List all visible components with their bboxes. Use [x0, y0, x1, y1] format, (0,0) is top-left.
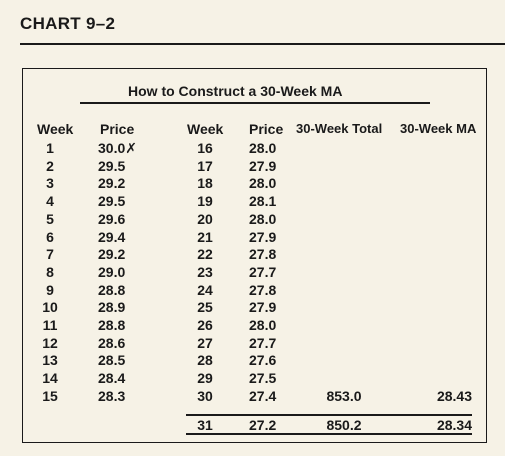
- price-cell: 29.0: [98, 263, 126, 280]
- cross-out-mark-icon: ✗: [125, 140, 137, 156]
- price-cell: [98, 139, 138, 157]
- header-week-2: Week: [187, 121, 224, 137]
- price-cell: 28.8: [98, 317, 126, 333]
- price-cell: 27.2: [249, 417, 277, 433]
- bottom-rule: [186, 433, 472, 435]
- price-cell: 28.0: [249, 175, 277, 192]
- week-cell: 8: [46, 263, 54, 280]
- week-cell: 18: [197, 175, 213, 192]
- week-cell: 7: [46, 246, 54, 263]
- week-cell: 12: [42, 334, 58, 351]
- table-title: How to Construct a 30-Week MA: [128, 83, 343, 99]
- struck-price: 30.0: [98, 140, 126, 156]
- week-cell: 29: [197, 370, 213, 387]
- price-cell: 27.6: [249, 352, 277, 369]
- price-cell: 29.2: [98, 246, 126, 263]
- header-price: Price: [100, 121, 135, 137]
- total-cell: 853.0: [326, 387, 362, 404]
- week-cell: 21: [197, 228, 213, 245]
- price-cell: 28.9: [98, 299, 126, 316]
- price-cell: 29.4: [98, 228, 126, 245]
- week-cell: 25: [197, 299, 213, 316]
- header-price-2: Price: [249, 121, 284, 137]
- week-cell: 23: [197, 263, 213, 280]
- price-cell: 27.7: [249, 334, 277, 351]
- price-cell: 28.8: [98, 281, 126, 298]
- ma-cell: 28.43: [436, 387, 472, 404]
- week-cell: 24: [197, 281, 213, 298]
- price-cell: 27.9: [249, 157, 277, 174]
- week-cell: 14: [42, 370, 58, 387]
- week-cell: 27: [197, 334, 213, 351]
- header-week: Week: [37, 121, 74, 137]
- week-cell: 16: [197, 140, 213, 156]
- price-cell: 27.5: [249, 370, 277, 387]
- price-cell: 28.3: [98, 387, 126, 404]
- price-cell: 29.6: [98, 210, 126, 227]
- price-cell: 29.5: [98, 157, 126, 174]
- week-cell: 9: [46, 281, 54, 298]
- chart-label: CHART 9–2: [20, 14, 116, 33]
- week-cell: 13: [42, 352, 58, 369]
- top-rule: [20, 43, 505, 45]
- week-cell: 26: [197, 317, 213, 333]
- ma-cell: 28.34: [436, 417, 472, 433]
- week-cell: 20: [197, 210, 213, 227]
- week-cell: 22: [197, 246, 213, 263]
- price-cell: 28.0: [249, 317, 277, 333]
- week-cell: 30: [197, 387, 213, 404]
- price-cell: 28.1: [249, 193, 277, 210]
- price-cell: 28.4: [98, 370, 126, 387]
- price-cell: 27.8: [249, 281, 277, 298]
- price-cell: 28.5: [98, 352, 126, 369]
- week-cell: 31: [197, 417, 213, 433]
- price-cell: 27.7: [249, 263, 277, 280]
- week-cell: 3: [46, 175, 54, 192]
- week-cell: 15: [42, 387, 58, 404]
- price-cell: 28.6: [98, 334, 126, 351]
- week-cell: 19: [197, 193, 213, 210]
- price-cell: 27.9: [249, 299, 277, 316]
- week-cell: 4: [46, 193, 54, 210]
- week-cell: 6: [46, 228, 54, 245]
- price-cell: 28.0: [249, 140, 277, 156]
- header-30-week-ma: 30-Week MA: [400, 121, 477, 136]
- week-cell: 11: [42, 317, 58, 333]
- week-cell: 5: [46, 210, 54, 227]
- title-rule: [80, 102, 430, 104]
- header-30-week-total: 30-Week Total: [296, 121, 383, 136]
- week-cell: 28: [197, 352, 213, 369]
- week-cell: 2: [46, 157, 54, 174]
- price-cell: 27.4: [249, 387, 277, 404]
- week-cell: 17: [197, 157, 213, 174]
- price-cell: 27.8: [249, 246, 277, 263]
- total-rule: [186, 414, 472, 416]
- price-cell: 29.5: [98, 193, 126, 210]
- week-cell: 10: [42, 299, 58, 316]
- price-cell: 28.0: [249, 210, 277, 227]
- total-cell: 850.2: [326, 417, 362, 433]
- week-cell: 1: [46, 140, 54, 156]
- price-cell: 29.2: [98, 175, 126, 192]
- price-cell: 27.9: [249, 228, 277, 245]
